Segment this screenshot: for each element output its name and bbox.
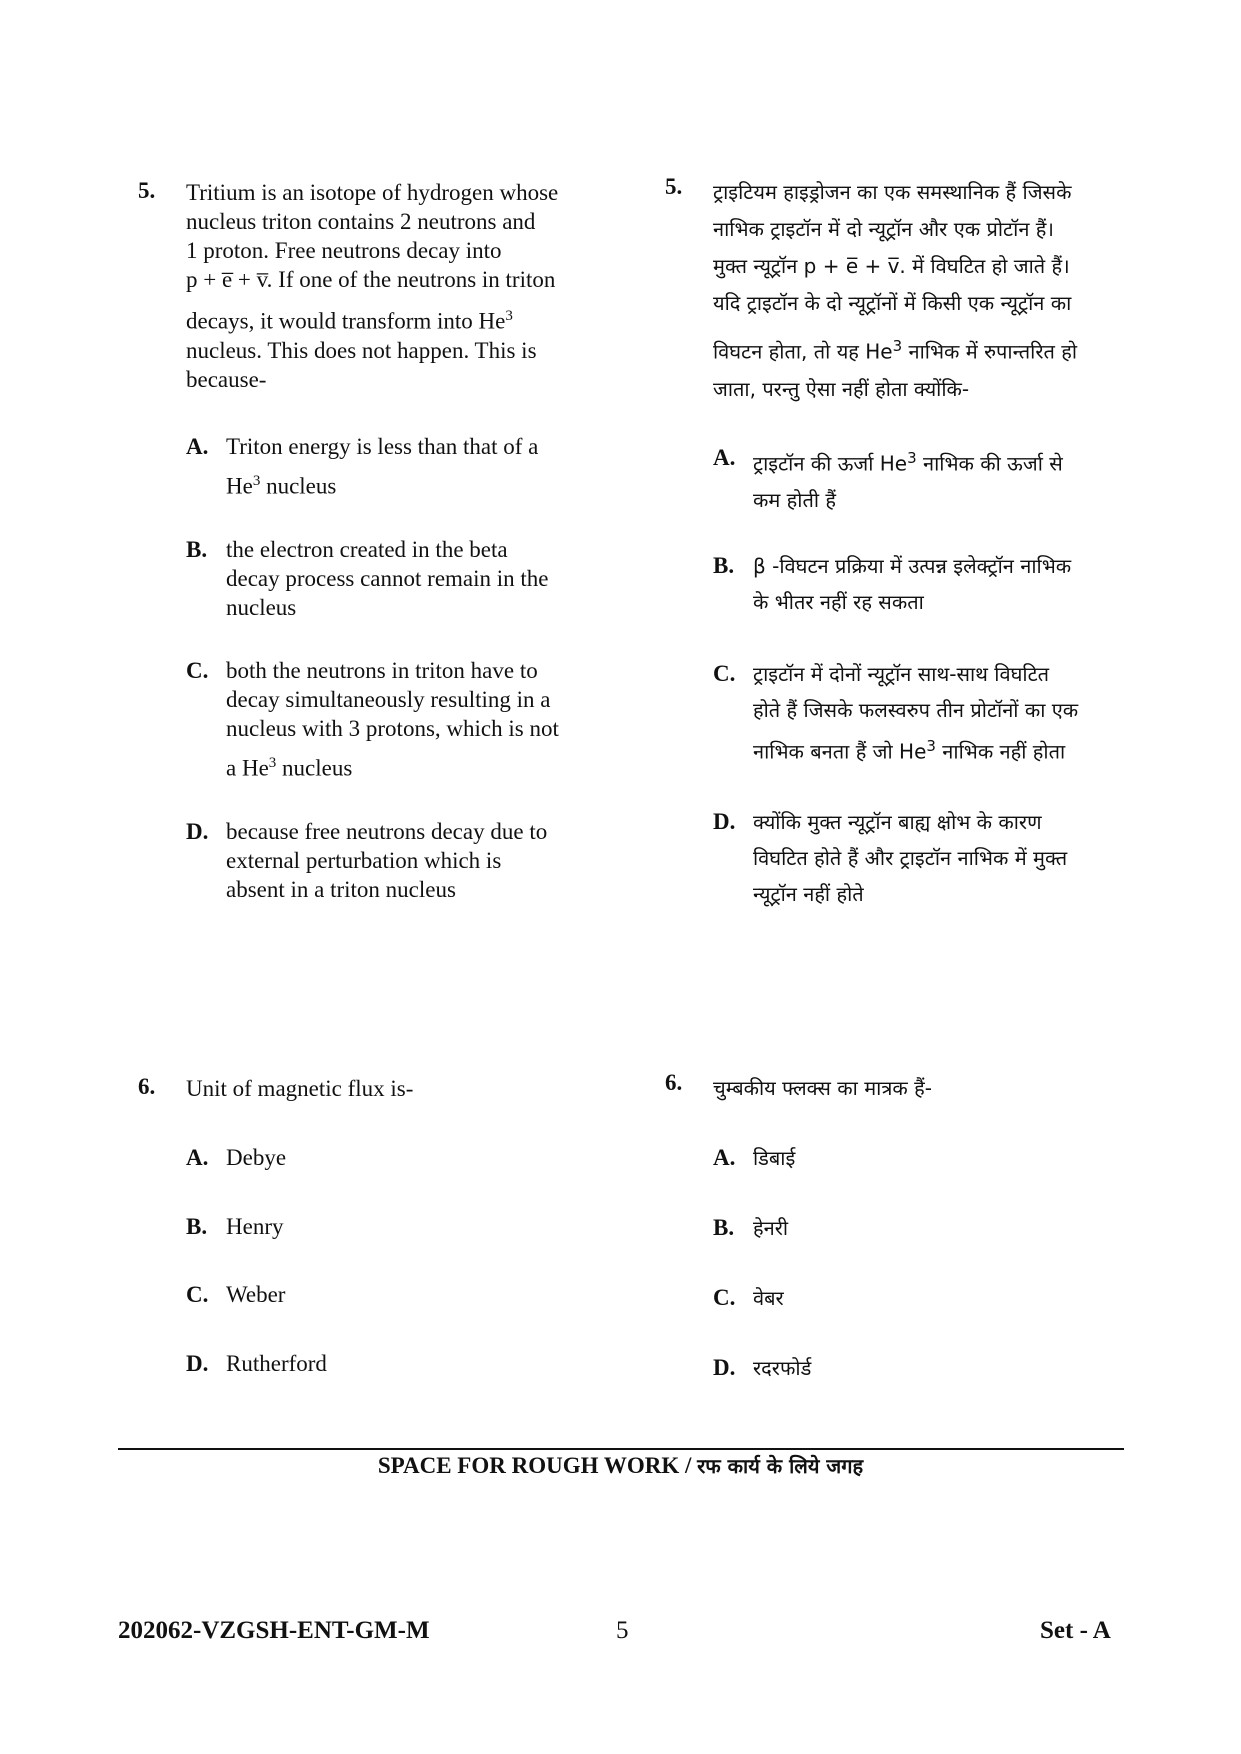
option-text: Weber <box>226 1282 286 1307</box>
option-d[interactable] <box>713 804 1135 912</box>
option-a[interactable] <box>713 1140 1135 1176</box>
divider-line <box>118 1448 1124 1450</box>
superscript: 3 <box>926 737 936 755</box>
option-letter: D. <box>186 819 209 844</box>
option-letter: D. <box>713 1355 736 1380</box>
option-text: ट्राइटॉन की ऊर्जा He$^3$ नाभिक की ऊर्जा से कम होती हैं <box>753 449 1063 512</box>
text-line: decays, it would transform into He$^3$ <box>186 308 513 334</box>
rough-work-heading: SPACE FOR ROUGH WORK / रफ कार्य के लिये जगह <box>377 1453 864 1478</box>
option-letter: D. <box>713 809 736 834</box>
option-a[interactable] <box>713 440 1135 518</box>
option-letter: B. <box>186 1214 208 1239</box>
option-text: वेबर <box>753 1286 784 1310</box>
option-text: Henry <box>226 1214 284 1239</box>
option-b[interactable] <box>186 535 578 622</box>
option-c[interactable] <box>713 1280 1135 1316</box>
paper-code: 202062-VZGSH-ENT-GM-M <box>118 1617 430 1644</box>
option-b[interactable] <box>186 1212 578 1241</box>
question-text: ट्राइटियम हाइड्रोजन का एक समस्थानिक हैं जिसके नाभिक ट्राइटॉन में दो न्यूट्रॉन और एक प्रोटॉन हैं। मुक्त न्यूट्रॉन p + e̅ + v̅. में विघटित हो जाते हैं। यदि ट्राइटॉन के दो न्यूट्रॉनों में किसी एक न्यूट्रॉन का विघटन होता, तो यह He$^3$ नाभिक में रुपान्तरित हो जाता, परन्तु ऐसा नहीं होता क्योंकि- <box>713 180 1078 401</box>
option-letter: C. <box>186 1282 209 1307</box>
set-label: Set - A <box>1040 1617 1111 1644</box>
option-letter: C. <box>713 661 736 686</box>
option-text: Rutherford <box>226 1351 327 1376</box>
question-number: 6. <box>665 1070 683 1095</box>
option-c[interactable] <box>186 1280 578 1309</box>
option-text: रदरफोर्ड <box>753 1356 812 1380</box>
superscript: 3 <box>252 473 261 489</box>
option-text: both the neutrons in triton have to decay simultaneously resulting in a nucleus with 3 protons, which is not a He$^3$ nucleus <box>226 658 559 781</box>
superscript: 3 <box>268 755 277 771</box>
text-line: 1 proton. Free neutrons decay into <box>186 238 502 263</box>
option-letter: A. <box>713 445 736 470</box>
option-text: डिबाई <box>753 1146 796 1170</box>
option-c[interactable] <box>186 656 578 783</box>
text-line: nucleus triton contains 2 neutrons and <box>186 209 536 234</box>
option-letter: A. <box>186 1145 209 1170</box>
option-text: Triton energy is less than that of a He$^3$ nucleus <box>226 434 539 499</box>
text-line: Tritium is an isotope of hydrogen whose <box>186 180 559 205</box>
page-number: 5 <box>616 1617 629 1644</box>
option-text: because free neutrons decay due to external perturbation which is absent in a triton nucleus <box>226 819 548 902</box>
option-letter: A. <box>713 1145 736 1170</box>
option-letter: A. <box>186 434 209 459</box>
superscript: 3 <box>892 337 903 355</box>
question-text <box>186 178 578 394</box>
text-line: because- <box>186 366 267 392</box>
superscript: 3 <box>505 308 513 324</box>
option-b[interactable] <box>713 548 1135 620</box>
superscript: 3 <box>907 449 917 467</box>
option-a[interactable] <box>186 1143 578 1172</box>
option-text: β -विघटन प्रक्रिया में उत्पन्न इलेक्ट्रॉन नाभिक के भीतर नहीं रह सकता <box>753 554 1072 614</box>
option-letter: B. <box>713 553 735 578</box>
option-c[interactable] <box>713 656 1135 770</box>
option-b[interactable] <box>713 1210 1135 1246</box>
question-text: Unit of magnetic flux is- <box>186 1076 414 1101</box>
option-letter: B. <box>713 1215 735 1240</box>
question-number: 5. <box>138 178 156 203</box>
option-letter: C. <box>186 658 209 683</box>
option-letter: D. <box>186 1351 209 1376</box>
option-text: ट्राइटॉन में दोनों न्यूट्रॉन साथ-साथ विघटित होते हैं जिसके फलस्वरुप तीन प्रोटॉनों का एक नाभिक बनता हैं जो He$^3$ नाभिक नहीं होता <box>753 662 1079 764</box>
option-text: Debye <box>226 1145 287 1170</box>
option-a[interactable] <box>186 432 578 501</box>
question-number: 6. <box>138 1074 156 1099</box>
option-d[interactable] <box>713 1350 1135 1386</box>
option-text: क्योंकि मुक्त न्यूट्रॉन बाह्य क्षोभ के कारण विघटित होते हैं और ट्राइटॉन नाभिक में मुक्त न्यूट्रॉन नहीं होते <box>753 810 1068 906</box>
option-text: the electron created in the beta decay process cannot remain in the nucleus <box>226 537 549 620</box>
option-d[interactable] <box>186 817 578 904</box>
text-line: nucleus. This does not happen. This is <box>186 337 537 363</box>
text-line: p + e̅ + v̅. If one of the neutrons in triton <box>186 267 556 292</box>
question-text: चुम्बकीय फ्लक्स का मात्रक हैं- <box>713 1076 932 1100</box>
option-letter: B. <box>186 537 208 562</box>
question-number: 5. <box>665 174 683 199</box>
option-text: हेनरी <box>753 1216 789 1240</box>
option-letter: C. <box>713 1285 736 1310</box>
option-d[interactable] <box>186 1349 578 1378</box>
